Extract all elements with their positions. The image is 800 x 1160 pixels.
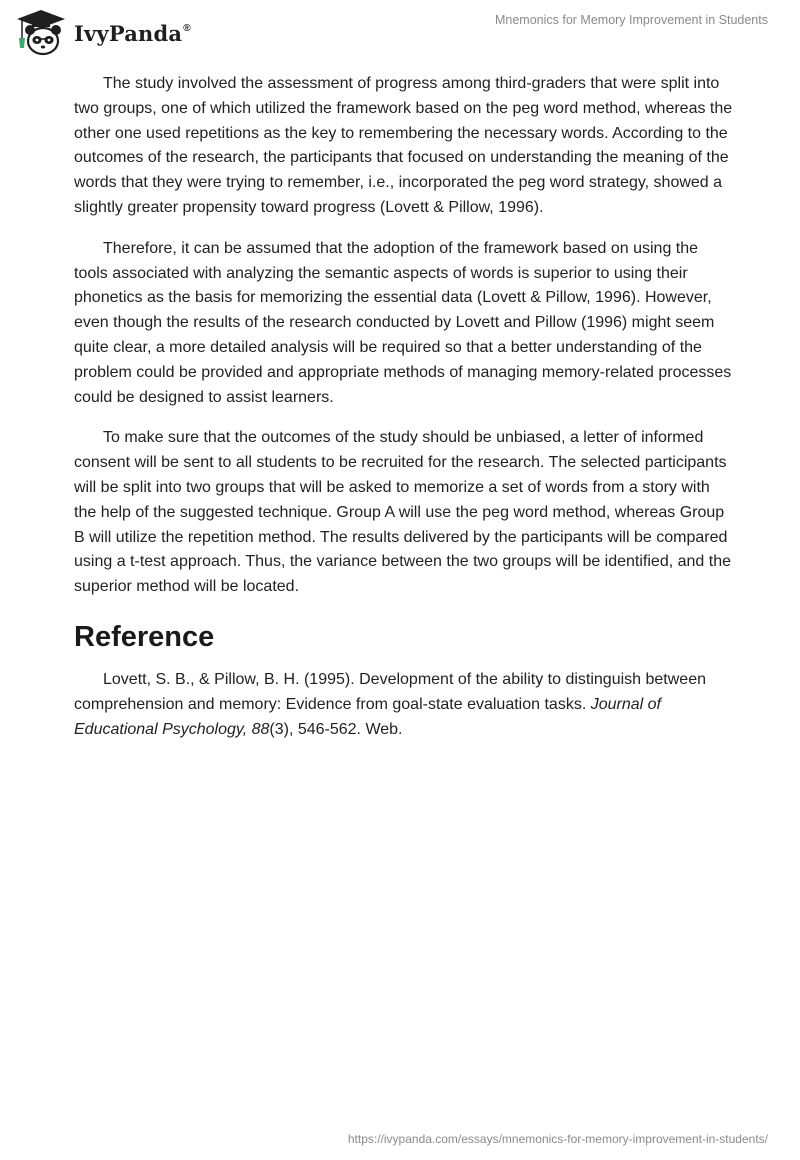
panda-mascot-icon [14,8,68,56]
reference-journal: Journal of Educational Psychology, [74,695,661,738]
running-title: Mnemonics for Memory Improvement in Students [494,13,768,27]
reference-entry [74,668,734,742]
reference-heading: Reference [74,620,215,653]
body-paragraph-1: The study involved the assessment of progress among third-graders that were split into two groups, one of which utilized the framework based on the peg word method, whereas the other one used repetitions as the key to remembering the necessary words. According to the outcomes of the research, the participants that focused on understanding the meaning of the words that they were trying to remember, i.e., incorporated the peg word strategy, showed a slightly greater propensity toward progress (Lovett & Pillow, 1996). [74,75,733,216]
source-url[interactable]: https://ivypanda.com/essays/mnemonics-for-memory-improvement-in-students/ [347,1132,768,1146]
body-paragraph-3: To make sure that the outcomes of the study should be unbiased, a letter of informed consent will be sent to all students to be recruited for the research. The selected participants will be split into two groups that will be asked to memorize a set of words from a story with the help of the suggested technique. Group A will use the peg word method, whereas Group B will utilize the repetition method. The results delivered by the participants will be compared using a t-test approach. Thus, the variance between the two groups will be identified, and the superior method will be located. [74,429,731,596]
brand-name: IvyPanda® [74,20,191,46]
page-header [0,0,800,60]
body-paragraph-2: Therefore, it can be assumed that the adoption of the framework based on using the tools associated with analyzing the semantic aspects of words is superior to using their phonetics as the basis for memorizing the essential data (Lovett & Pillow, 1996). However, even though the results of the research conducted by Lovett and Pillow (1996) might seem quite clear, a more detailed analysis will be required so that a better understanding of the problem could be provided and appropriate methods of managing memory-related processes could be designed to assist learners. [74,239,732,406]
reference-authors-title: Lovett, S. B., & Pillow, B. H. (1995). Development of the ability to distinguish between comprehension and memory: Evidence from goal-state evaluation tasks. [74,670,706,713]
reference-volume: 88 [251,720,270,738]
reference-details: (3), 546-562. Web. [269,720,403,738]
registered-mark: ® [183,22,191,34]
ivypanda-logo[interactable] [14,8,191,56]
essay-content [74,72,734,742]
